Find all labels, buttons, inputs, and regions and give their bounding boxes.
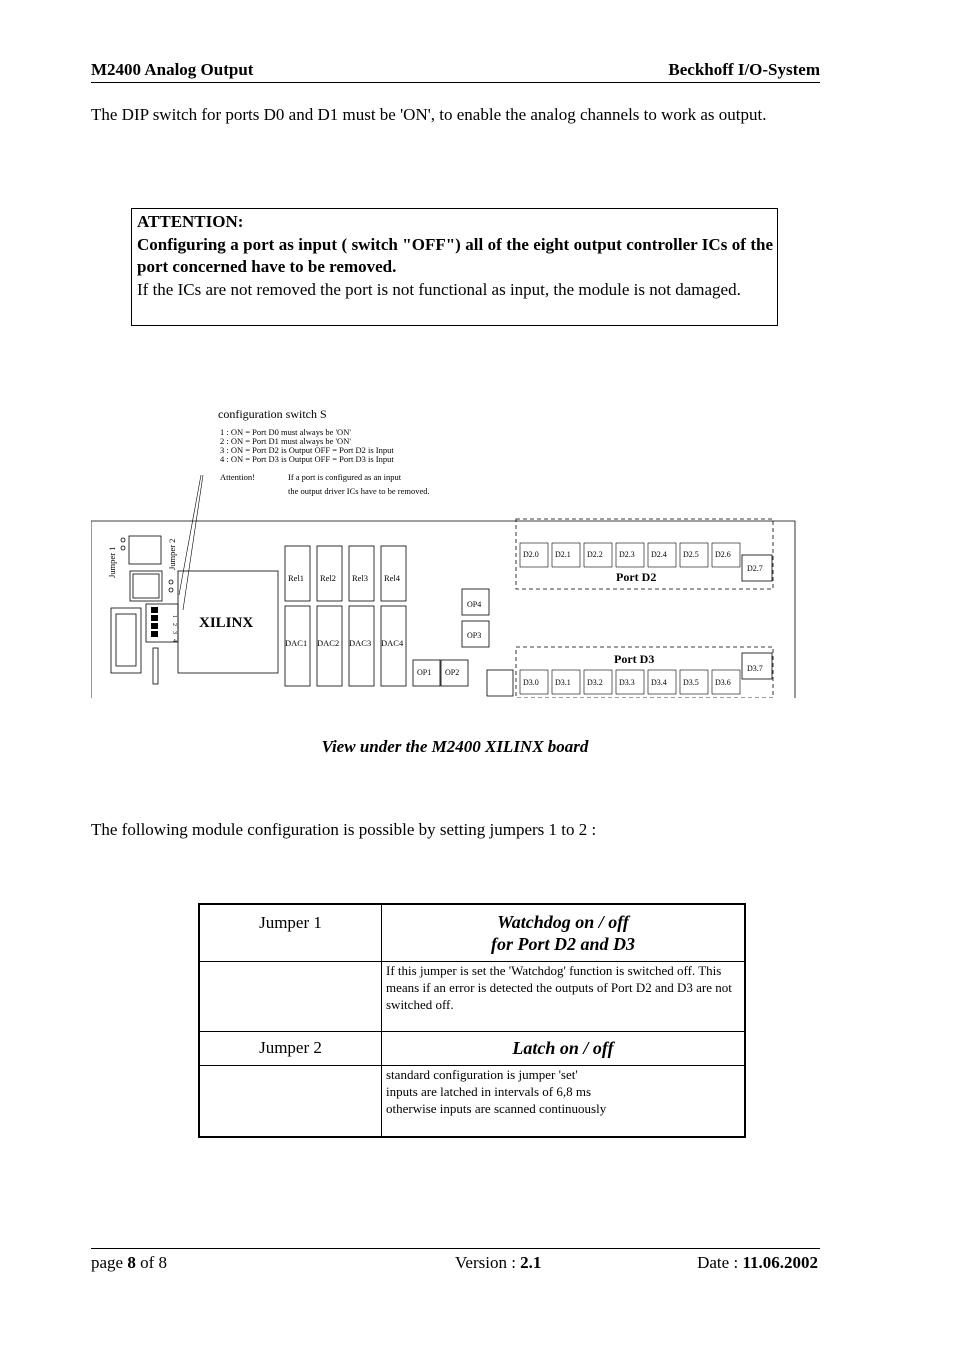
page-footer [91,1248,820,1272]
d2-chip-label: D2.4 [651,550,667,559]
d2-chip-label: D2.0 [523,550,539,559]
op-label: OP4 [467,600,482,609]
jumper-1-heading-a: Watchdog on / off [497,912,629,932]
jumper-2-desc-line: inputs are latched in intervals of 6,8 ms [386,1083,592,1099]
jumper-2-desc-line: standard configuration is jumper 'set' [386,1066,578,1082]
config-line-2: 2 : ON = Port D1 must always be 'ON' [220,436,351,446]
jumper-2-label: Jumper 2 [259,1037,322,1057]
d2-chip-label: D2.6 [715,550,731,559]
d2-7-label: D2.7 [747,564,763,573]
port-d3-label: Port D3 [614,652,655,666]
port-d2-label: Port D2 [616,570,657,584]
company-name: Beckhoff I/O-System [668,60,820,79]
attention-normal-text: If the ICs are not removed the port is not functional as input, the module is not damaged. [137,279,741,299]
date: Date : 11.06.2002 [697,1253,818,1272]
d3-chip-label: D3.5 [683,678,699,687]
jumper-2-label: Jumper 2 [167,538,177,570]
d3-7-label: D3.7 [747,664,763,673]
d3-chip-label: D3.1 [555,678,571,687]
relay-label: Rel2 [320,573,337,583]
switch-num-1: 1 [171,615,177,618]
dac-label: DAC3 [349,638,372,648]
d3-chip-label: D3.6 [715,678,731,687]
op-label: OP1 [417,668,432,677]
switch-num-2: 2 [171,623,177,626]
attention-bold-text: Configuring a port as input ( switch "OFF") all of the eight output controller ICs of the port concerned have to be removed. [137,234,773,276]
d2-chip-label: D2.2 [587,550,603,559]
version: Version : 2.1 [455,1253,542,1272]
jumper-2-desc-line: otherwise inputs are scanned continuously [386,1100,607,1116]
diagram-caption: View under the M2400 XILINX board [321,737,589,756]
xilinx-label: XILINX [199,615,254,631]
op-label: OP3 [467,631,482,640]
d2-chip-label: D2.5 [683,550,699,559]
relay-label: Rel1 [288,573,305,583]
intro-paragraph: The DIP switch for ports D0 and D1 must be 'ON', to enable the analog channels to work as output. [91,105,767,124]
following-paragraph: The following module configuration is possible by setting jumpers 1 to 2 : [91,820,597,839]
jumper-1-heading-b: for Port D2 and D3 [490,934,635,954]
diagram-attention-line-2: the output driver ICs have to be removed. [288,486,430,496]
dac-label: DAC4 [381,638,404,648]
d3-chip-label: D3.3 [619,678,635,687]
jumper-1-label: Jumper 1 [259,913,322,932]
relay-label: Rel3 [352,573,369,583]
d2-chip-label: D2.3 [619,550,635,559]
config-line-3: 3 : ON = Port D2 is Output OFF = Port D2 is Input [220,445,394,455]
dac-label: DAC2 [317,638,340,648]
document-title: M2400 Analog Output [91,60,254,79]
switch-num-4: 4 [171,639,177,642]
diagram-attention-line-1: If a port is configured as an input [288,472,402,482]
config-line-1: 1 : ON = Port D0 must always be 'ON' [220,427,351,437]
diagram-attention-label: Attention! [220,472,255,482]
attention-heading: ATTENTION: [137,212,244,231]
jumper-2-heading: Latch on / off [512,1037,614,1058]
d3-chip-label: D3.0 [523,678,539,687]
page-header [91,60,820,83]
page-number: page 8 of 8 [91,1253,168,1272]
attention-box [131,208,778,326]
config-line-4: 4 : ON = Port D3 is Output OFF = Port D3 is Input [220,454,394,464]
op-label: OP2 [445,668,460,677]
d3-chip-label: D3.4 [651,678,667,687]
relay-label: Rel4 [384,573,401,583]
jumper-1-label: Jumper 1 [107,546,117,578]
d2-chip-label: D2.1 [555,550,571,559]
jumper-1-description: If this jumper is set the 'Watchdog' function is switched off. This means if an error is detected the outputs of Port D2 and D3 are not switched off. [386,962,732,1012]
switch-num-3: 3 [171,631,177,634]
board-diagram [91,400,797,698]
config-title: configuration switch S [218,407,327,421]
d3-chip-label: D3.2 [587,678,603,687]
dac-label: DAC1 [285,638,308,648]
jumper-table [198,903,746,1138]
